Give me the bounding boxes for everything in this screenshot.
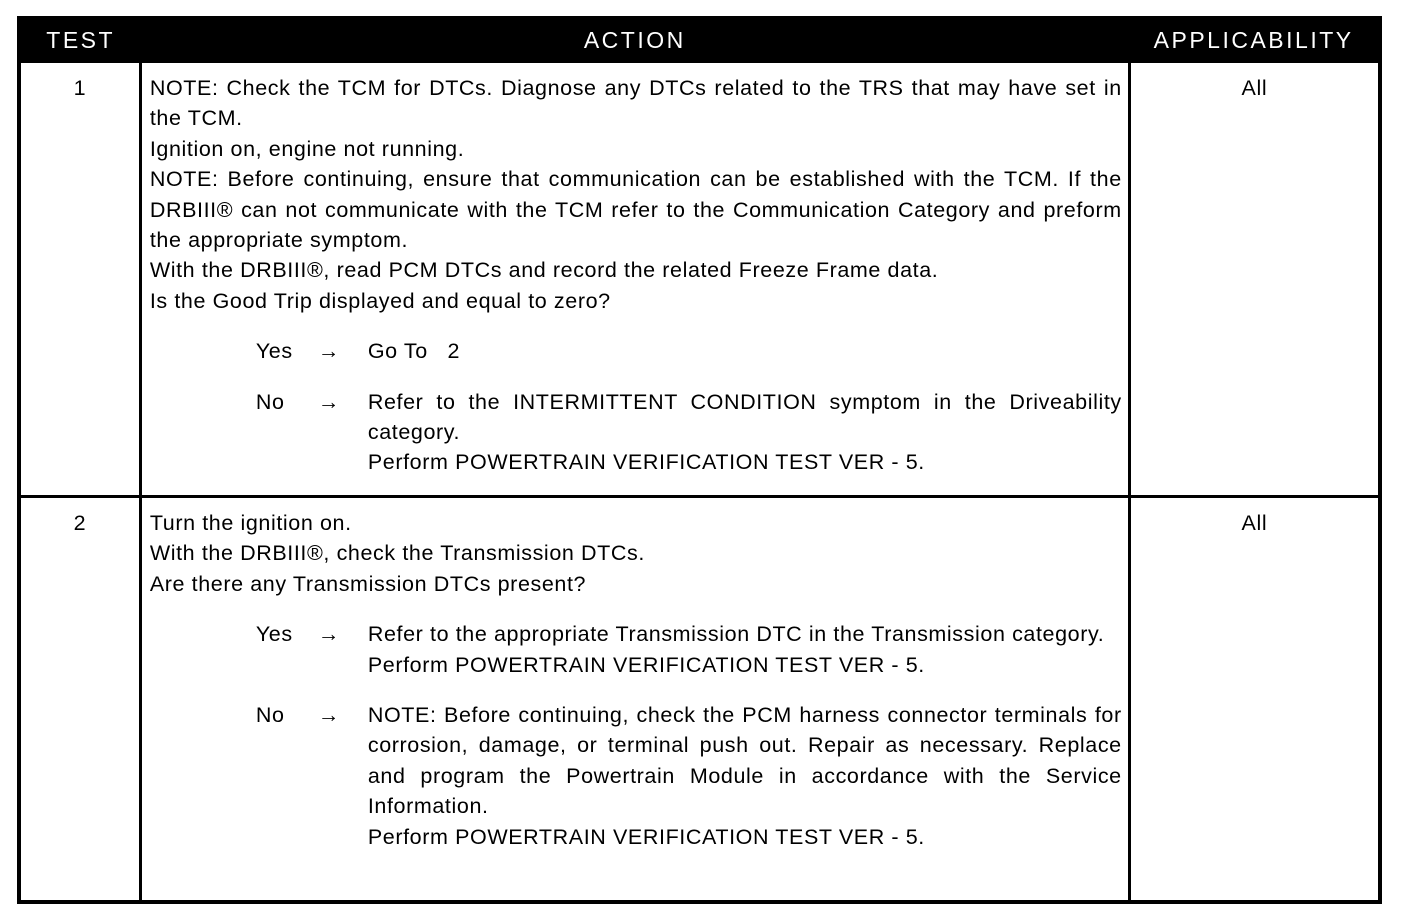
outcome-label: No — [255, 703, 285, 728]
applicability-value: All — [1129, 497, 1380, 903]
outcome-no — [150, 700, 1129, 852]
arrow-right-icon: → — [317, 389, 340, 414]
action-line: Turn the ignition on. — [149, 511, 352, 535]
outcome-result — [367, 387, 1129, 478]
outcome-line: Perform POWERTRAIN VERIFICATION TEST VER - 5. — [367, 824, 925, 849]
outcome-yes — [150, 619, 1122, 680]
table-row — [19, 497, 1380, 903]
table-header-row — [19, 18, 1380, 62]
action-line: NOTE: Check the TCM for DTCs. Diagnose any DTCs related to the TRS that may have set in the TCM. — [149, 76, 1129, 131]
action-cell — [140, 62, 1129, 497]
action-line: NOTE: Before continuing, ensure that communication can be established with the TCM. If the DRBIII® can not communicate with the TCM refer to the Communication Category and preform the appropriate symptom. — [149, 167, 1129, 253]
outcome-line: Refer to the INTERMITTENT CONDITION symptom in the Driveability category. — [367, 389, 1129, 445]
test-number: 2 — [19, 497, 140, 903]
outcome-result — [368, 619, 1122, 680]
outcome-label: Yes — [255, 622, 293, 647]
outcome-yes — [150, 336, 1122, 366]
header-applicability: APPLICABILITY — [1153, 26, 1354, 53]
outcome-no — [150, 387, 1129, 478]
action-line: Are there any Transmission DTCs present? — [149, 571, 587, 596]
outcome-label: Yes — [255, 339, 293, 364]
outcome-line: NOTE: Before continuing, check the PCM harness connector terminals for corrosion, damage, or terminal push out. Repair as necessary. Replace and program the Powertrain Module in accordance with the Service Information. — [367, 703, 1129, 819]
diagnostic-test-table — [17, 16, 1382, 904]
action-line: Is the Good Trip displayed and equal to zero? — [149, 288, 611, 313]
applicability-value: All — [1129, 62, 1380, 497]
outcome-line: Perform POWERTRAIN VERIFICATION TEST VER - 5. — [367, 450, 925, 475]
action-line: With the DRBIII®, check the Transmission DTCs. — [149, 541, 645, 566]
table-row — [19, 62, 1380, 497]
outcome-result — [367, 700, 1129, 852]
outcome-line: Perform POWERTRAIN VERIFICATION TEST VER - 5. — [367, 652, 925, 677]
action-line: With the DRBIII®, read PCM DTCs and record the related Freeze Frame data. — [149, 258, 939, 283]
arrow-right-icon: → — [317, 622, 340, 647]
action-cell — [140, 497, 1129, 903]
outcome-line: Refer to the appropriate Transmission DTC in the Transmission category. — [367, 622, 1105, 647]
arrow-right-icon: → — [317, 703, 340, 728]
outcome-line: Go To 2 — [367, 339, 461, 364]
header-action: ACTION — [583, 26, 686, 53]
outcome-result — [368, 336, 1122, 366]
test-number: 1 — [19, 62, 140, 497]
header-test: TEST — [46, 26, 116, 53]
outcome-label: No — [255, 389, 285, 414]
arrow-right-icon: → — [317, 339, 340, 364]
action-line: Ignition on, engine not running. — [149, 136, 465, 161]
